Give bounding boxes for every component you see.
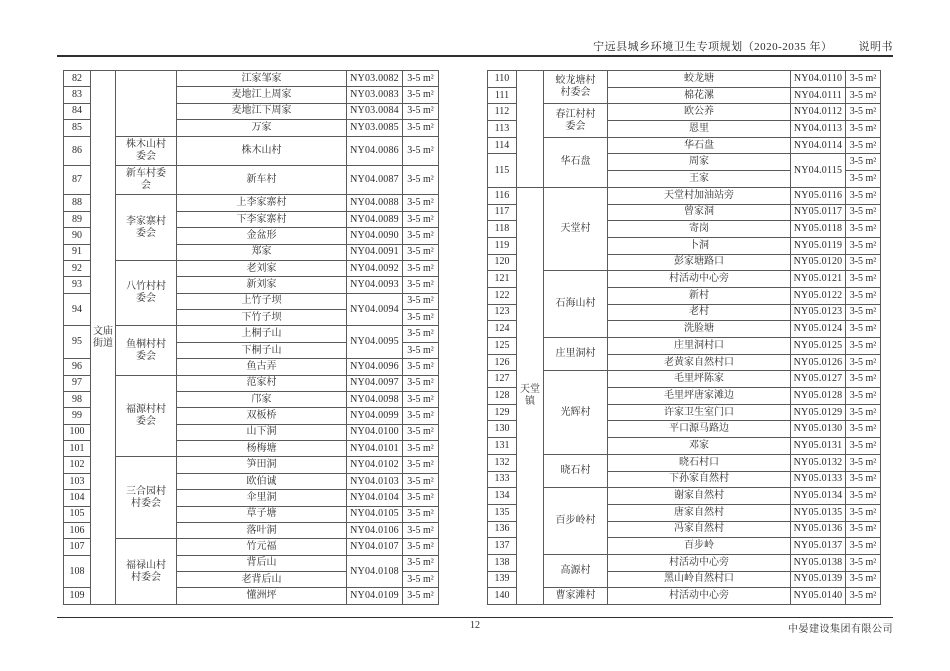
committee-cell: 福禄山村村委会 [116,539,177,605]
table-row [488,71,881,88]
row-number-cell: 118 [488,221,517,238]
row-number-cell: 140 [488,588,517,605]
code-cell: NY04.0101 [347,441,403,457]
area-cell: 3-5 m² [403,473,439,489]
table-row [64,71,439,87]
row-number-cell: 123 [488,304,517,321]
committee-cell: 百步岭村 [544,488,608,555]
area-cell: 3-5 m² [846,538,881,555]
code-cell: NY03.0082 [347,71,403,87]
committee-cell: 高源村 [544,554,608,587]
location-name-cell: 邓家 [608,438,791,455]
area-cell: 3-5 m² [846,87,881,104]
area-cell: 3-5 m² [846,154,881,171]
area-cell: 3-5 m² [403,588,439,605]
area-cell: 3-5 m² [846,287,881,304]
location-name-cell: 老刘家 [177,260,347,276]
committee-cell: 福源村村委会 [116,375,177,457]
footer-company: 中晏建设集团有限公司 [788,624,893,635]
area-cell: 3-5 m² [403,120,439,136]
row-number-cell: 93 [64,277,91,293]
area-cell: 3-5 m² [846,488,881,505]
left-table [63,70,439,605]
right-table-body [488,71,881,605]
row-number-cell: 85 [64,120,91,136]
row-number-cell: 105 [64,506,91,522]
area-cell: 3-5 m² [403,375,439,391]
header-title: 宁远县城乡环境卫生专项规划（2020-2035 年） [593,41,833,53]
code-cell: NY05.0125 [791,338,846,355]
row-number-cell: 137 [488,538,517,555]
area-cell: 3-5 m² [403,228,439,244]
location-name-cell: 华石盘 [608,137,791,154]
row-number-cell: 86 [64,136,91,165]
code-cell: NY04.0089 [347,211,403,227]
area-cell: 3-5 m² [846,71,881,88]
code-cell: NY05.0126 [791,354,846,371]
code-cell: NY05.0124 [791,321,846,338]
table-row [64,136,439,165]
area-cell: 3-5 m² [846,187,881,204]
code-cell: NY04.0098 [347,391,403,407]
row-number-cell: 96 [64,359,91,375]
code-cell: NY04.0115 [791,154,846,187]
committee-cell: 三合园村村委会 [116,457,177,539]
area-cell: 3-5 m² [403,555,439,571]
code-cell: NY04.0110 [791,71,846,88]
area-cell: 3-5 m² [403,457,439,473]
area-cell: 3-5 m² [846,204,881,221]
code-cell: NY04.0108 [347,555,403,588]
row-number-cell: 97 [64,375,91,391]
row-number-cell: 106 [64,522,91,538]
code-cell: NY04.0107 [347,539,403,555]
area-cell: 3-5 m² [846,371,881,388]
row-number-cell: 122 [488,287,517,304]
area-cell: 3-5 m² [846,254,881,271]
row-number-cell: 124 [488,321,517,338]
location-name-cell: 伞里洞 [177,490,347,506]
code-cell: NY04.0091 [347,244,403,260]
area-cell: 3-5 m² [846,421,881,438]
code-cell: NY04.0099 [347,408,403,424]
area-cell: 3-5 m² [846,304,881,321]
code-cell: NY04.0114 [791,137,846,154]
location-name-cell: 新刘家 [177,277,347,293]
code-cell: NY04.0095 [347,326,403,359]
location-name-cell: 恩里 [608,121,791,138]
table-row [488,137,881,154]
area-cell: 3-5 m² [403,522,439,538]
area-cell: 3-5 m² [846,454,881,471]
location-name-cell: 郑家 [177,244,347,260]
committee-cell: 光辉村 [544,371,608,454]
location-name-cell: 笋田洞 [177,457,347,473]
location-name-cell: 新村 [608,287,791,304]
location-name-cell: 背后山 [177,555,347,571]
row-number-cell: 113 [488,121,517,138]
committee-cell: 石海山村 [544,271,608,338]
location-name-cell: 百步岭 [608,538,791,555]
location-name-cell: 杨梅塘 [177,441,347,457]
row-number-cell: 92 [64,260,91,276]
location-name-cell: 彭家塘路口 [608,254,791,271]
right-table [487,70,881,605]
location-name-cell: 许家卫生室门口 [608,404,791,421]
committee-cell: 株木山村委会 [116,136,177,165]
location-name-cell: 下桐子山 [177,342,347,358]
row-number-cell: 94 [64,293,91,326]
area-cell: 3-5 m² [403,87,439,103]
code-cell: NY05.0116 [791,187,846,204]
location-name-cell: 上李家寨村 [177,195,347,211]
code-cell: NY04.0111 [791,87,846,104]
code-cell: NY04.0092 [347,260,403,276]
location-name-cell: 邝家 [177,391,347,407]
area-cell: 3-5 m² [403,391,439,407]
location-name-cell: 村活动中心旁 [608,588,791,605]
committee-cell: 八竹村村委会 [116,260,177,326]
area-cell: 3-5 m² [846,388,881,405]
location-name-cell: 下孙家自然村 [608,471,791,488]
row-number-cell: 117 [488,204,517,221]
location-name-cell: 毛里坪唐家滩边 [608,388,791,405]
area-cell: 3-5 m² [846,521,881,538]
row-number-cell: 95 [64,326,91,359]
row-number-cell: 89 [64,211,91,227]
code-cell: NY04.0087 [347,165,403,194]
row-number-cell: 127 [488,371,517,388]
area-cell: 3-5 m² [403,342,439,358]
code-cell: NY05.0138 [791,554,846,571]
area-cell: 3-5 m² [403,359,439,375]
code-cell: NY04.0104 [347,490,403,506]
area-cell: 3-5 m² [846,171,881,188]
row-number-cell: 138 [488,554,517,571]
area-cell: 3-5 m² [846,104,881,121]
location-name-cell: 下竹子坝 [177,310,347,326]
row-number-cell: 98 [64,391,91,407]
committee-cell: 天堂村 [544,187,608,270]
table-row [488,488,881,505]
code-cell: NY05.0140 [791,588,846,605]
row-number-cell: 139 [488,571,517,588]
location-name-cell: 曾家洞 [608,204,791,221]
street-group-cell: 天堂镇 [517,187,544,604]
row-number-cell: 101 [64,441,91,457]
area-cell: 3-5 m² [403,244,439,260]
area-cell: 3-5 m² [403,424,439,440]
table-row [488,271,881,288]
committee-cell: 晓石村 [544,454,608,487]
code-cell: NY05.0134 [791,488,846,505]
table-row [64,539,439,555]
location-name-cell: 草子塘 [177,506,347,522]
row-number-cell: 112 [488,104,517,121]
area-cell: 3-5 m² [846,354,881,371]
code-cell: NY05.0132 [791,454,846,471]
code-cell: NY04.0100 [347,424,403,440]
area-cell: 3-5 m² [403,277,439,293]
row-number-cell: 129 [488,404,517,421]
location-name-cell: 万家 [177,120,347,136]
row-number-cell: 104 [64,490,91,506]
row-number-cell: 121 [488,271,517,288]
row-number-cell: 134 [488,488,517,505]
location-name-cell: 平口源马路边 [608,421,791,438]
code-cell: NY05.0123 [791,304,846,321]
area-cell: 3-5 m² [846,588,881,605]
street-group-cell [517,71,544,188]
code-cell: NY05.0129 [791,404,846,421]
location-name-cell: 洗脸塘 [608,321,791,338]
area-cell: 3-5 m² [846,471,881,488]
location-name-cell: 天堂村加油站旁 [608,187,791,204]
row-number-cell: 87 [64,165,91,194]
code-cell: NY04.0109 [347,588,403,605]
area-cell: 3-5 m² [846,438,881,455]
code-cell: NY04.0105 [347,506,403,522]
location-name-cell: 毛里坪陈家 [608,371,791,388]
code-cell: NY03.0085 [347,120,403,136]
row-number-cell: 91 [64,244,91,260]
row-number-cell: 114 [488,137,517,154]
committee-cell: 春江村村委会 [544,104,608,137]
row-number-cell: 110 [488,71,517,88]
code-cell: NY04.0113 [791,121,846,138]
row-number-cell: 135 [488,504,517,521]
area-cell: 3-5 m² [846,237,881,254]
area-cell: 3-5 m² [403,408,439,424]
row-number-cell: 107 [64,539,91,555]
table-row [64,457,439,473]
row-number-cell: 84 [64,103,91,119]
row-number-cell: 128 [488,388,517,405]
row-number-cell: 120 [488,254,517,271]
location-name-cell: 范家村 [177,375,347,391]
row-number-cell: 111 [488,87,517,104]
code-cell: NY05.0120 [791,254,846,271]
code-cell: NY05.0139 [791,571,846,588]
location-name-cell: 下李家寨村 [177,211,347,227]
committee-cell: 鱼桐村村委会 [116,326,177,375]
table-row [488,187,881,204]
area-cell: 3-5 m² [846,554,881,571]
footer-rule [57,617,893,618]
location-name-cell: 村活动中心旁 [608,271,791,288]
area-cell: 3-5 m² [846,338,881,355]
table-row [64,326,439,342]
code-cell: NY05.0128 [791,388,846,405]
row-number-cell: 115 [488,154,517,187]
code-cell: NY04.0103 [347,473,403,489]
row-number-cell: 130 [488,421,517,438]
row-number-cell: 131 [488,438,517,455]
location-name-cell: 麦地江上周家 [177,87,347,103]
location-name-cell: 卜洞 [608,237,791,254]
location-name-cell: 株木山村 [177,136,347,165]
row-number-cell: 99 [64,408,91,424]
row-number-cell: 125 [488,338,517,355]
row-number-cell: 90 [64,228,91,244]
location-name-cell: 老黄家自然村口 [608,354,791,371]
code-cell: NY04.0106 [347,522,403,538]
code-cell: NY04.0097 [347,375,403,391]
area-cell: 3-5 m² [846,504,881,521]
area-cell: 3-5 m² [403,506,439,522]
row-number-cell: 136 [488,521,517,538]
header-doc-type: 说明书 [858,41,893,53]
table-row [488,454,881,471]
committee-cell: 庄里洞村 [544,338,608,371]
page-header [57,38,893,54]
area-cell: 3-5 m² [846,221,881,238]
table-row [64,195,439,211]
code-cell: NY04.0088 [347,195,403,211]
row-number-cell: 103 [64,473,91,489]
location-name-cell: 冯家自然村 [608,521,791,538]
location-name-cell: 鱼古弄 [177,359,347,375]
area-cell: 3-5 m² [403,195,439,211]
code-cell: NY03.0084 [347,103,403,119]
code-cell: NY04.0096 [347,359,403,375]
code-cell: NY04.0093 [347,277,403,293]
location-name-cell: 金盆形 [177,228,347,244]
code-cell: NY05.0130 [791,421,846,438]
committee-cell [116,71,177,137]
area-cell: 3-5 m² [403,260,439,276]
location-name-cell: 老村 [608,304,791,321]
location-name-cell: 唐家自然村 [608,504,791,521]
code-cell: NY05.0117 [791,204,846,221]
row-number-cell: 119 [488,237,517,254]
row-number-cell: 132 [488,454,517,471]
table-row [488,588,881,605]
code-cell: NY05.0119 [791,237,846,254]
row-number-cell: 102 [64,457,91,473]
table-row [488,104,881,121]
table-row [488,371,881,388]
area-cell: 3-5 m² [403,103,439,119]
area-cell: 3-5 m² [846,321,881,338]
location-name-cell: 王家 [608,171,791,188]
location-name-cell: 晓石村口 [608,454,791,471]
location-name-cell: 懂洲坪 [177,588,347,605]
row-number-cell: 116 [488,187,517,204]
row-number-cell: 83 [64,87,91,103]
area-cell: 3-5 m² [403,326,439,342]
footer-page-number: 12 [470,620,480,631]
location-name-cell: 欧公养 [608,104,791,121]
code-cell: NY04.0102 [347,457,403,473]
row-number-cell: 126 [488,354,517,371]
location-name-cell: 山下洞 [177,424,347,440]
location-name-cell: 村活动中心旁 [608,554,791,571]
area-cell: 3-5 m² [403,165,439,194]
committee-cell: 曹家滩村 [544,588,608,605]
code-cell: NY05.0122 [791,287,846,304]
area-cell: 3-5 m² [846,137,881,154]
row-number-cell: 108 [64,555,91,588]
location-name-cell: 周家 [608,154,791,171]
location-name-cell: 双板桥 [177,408,347,424]
code-cell: NY05.0131 [791,438,846,455]
location-name-cell: 棉花漯 [608,87,791,104]
code-cell: NY05.0127 [791,371,846,388]
location-name-cell: 老背后山 [177,572,347,588]
area-cell: 3-5 m² [846,271,881,288]
area-cell: 3-5 m² [846,404,881,421]
area-cell: 3-5 m² [403,71,439,87]
location-name-cell: 新车村 [177,165,347,194]
area-cell: 3-5 m² [403,539,439,555]
street-group-cell: 文庙街道 [91,71,116,605]
row-number-cell: 88 [64,195,91,211]
row-number-cell: 133 [488,471,517,488]
code-cell: NY04.0090 [347,228,403,244]
area-cell: 3-5 m² [846,571,881,588]
table-row [488,554,881,571]
committee-cell: 新车村委会 [116,165,177,194]
location-name-cell: 谢家自然村 [608,488,791,505]
area-cell: 3-5 m² [403,441,439,457]
code-cell: NY04.0094 [347,293,403,326]
location-name-cell: 上竹子坝 [177,293,347,309]
code-cell: NY03.0083 [347,87,403,103]
location-name-cell: 江家邹家 [177,71,347,87]
table-row [64,165,439,194]
area-cell: 3-5 m² [403,211,439,227]
location-name-cell: 庄里洞村口 [608,338,791,355]
code-cell: NY05.0118 [791,221,846,238]
location-name-cell: 欧伯诚 [177,473,347,489]
location-name-cell: 麦地江下周家 [177,103,347,119]
area-cell: 3-5 m² [403,293,439,309]
table-row [64,375,439,391]
committee-cell: 李家寨村委会 [116,195,177,261]
code-cell: NY05.0121 [791,271,846,288]
area-cell: 3-5 m² [403,310,439,326]
header-rule [57,55,893,57]
code-cell: NY05.0135 [791,504,846,521]
row-number-cell: 82 [64,71,91,87]
code-cell: NY05.0136 [791,521,846,538]
location-name-cell: 上桐子山 [177,326,347,342]
area-cell: 3-5 m² [403,136,439,165]
row-number-cell: 100 [64,424,91,440]
code-cell: NY05.0137 [791,538,846,555]
code-cell: NY04.0112 [791,104,846,121]
area-cell: 3-5 m² [403,490,439,506]
code-cell: NY05.0133 [791,471,846,488]
location-name-cell: 竹元福 [177,539,347,555]
code-cell: NY04.0086 [347,136,403,165]
committee-cell: 蛟龙塘村村委会 [544,71,608,104]
location-name-cell: 寄岗 [608,221,791,238]
left-table-body [64,71,439,605]
table-row [488,338,881,355]
location-name-cell: 黑山岭自然村口 [608,571,791,588]
location-name-cell: 落叶洞 [177,522,347,538]
committee-cell: 华石盘 [544,137,608,187]
row-number-cell: 109 [64,588,91,605]
area-cell: 3-5 m² [403,572,439,588]
table-row [64,260,439,276]
location-name-cell: 蛟龙塘 [608,71,791,88]
area-cell: 3-5 m² [846,121,881,138]
